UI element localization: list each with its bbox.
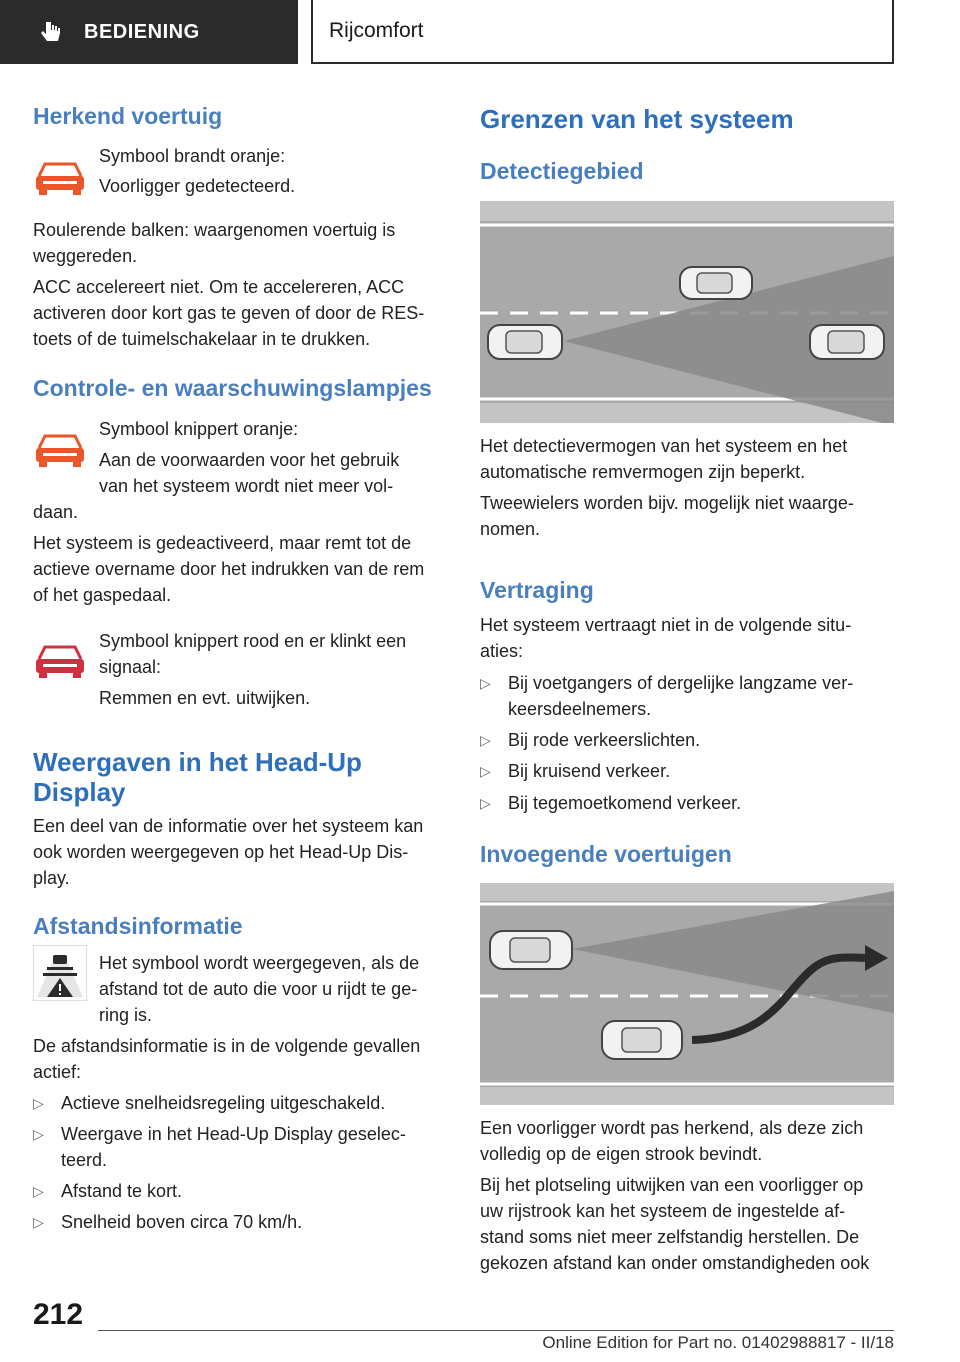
text-line: Remmen en evt. uitwijken. bbox=[99, 688, 311, 708]
text-line: Het systeem is gedeactiveerd, maar remt tot de bbox=[33, 533, 412, 553]
car-orange-icon bbox=[33, 158, 87, 198]
text-line: Symbool knippert rood en er klinkt een bbox=[99, 631, 407, 651]
text-line: Voorligger gedetecteerd. bbox=[99, 176, 296, 196]
heading-controle: Controle- en waarschuwingslampjes bbox=[33, 375, 432, 401]
footer-divider bbox=[98, 1330, 894, 1331]
car-top-view bbox=[490, 931, 572, 969]
list-item-text: Weergave in het Head-Up Display geselec- bbox=[61, 1124, 406, 1144]
triangle-bullet-icon: ▷ bbox=[480, 675, 491, 691]
text-line: actieve overname door het indrukken van de rem bbox=[33, 559, 425, 579]
heading-grenzen: Grenzen van het systeem bbox=[480, 104, 794, 134]
triangle-bullet-icon: ▷ bbox=[33, 1183, 44, 1199]
text-line: daan. bbox=[33, 502, 79, 522]
text-line: Een deel van de informatie over het systeem kan bbox=[33, 816, 424, 836]
text-line: Roulerende balken: waargenomen voertuig is bbox=[33, 220, 396, 240]
text-line: Symbool brandt oranje: bbox=[99, 146, 286, 166]
list-item-text: Afstand te kort. bbox=[61, 1181, 183, 1201]
list-item-text: Snelheid boven circa 70 km/h. bbox=[61, 1212, 303, 1232]
list-item-text: Bij kruisend verkeer. bbox=[508, 761, 671, 781]
car-top-view bbox=[488, 325, 562, 359]
list-item-text: Bij tegemoetkomend verkeer. bbox=[508, 793, 742, 813]
text-line: play. bbox=[33, 868, 70, 888]
triangle-bullet-icon: ▷ bbox=[480, 795, 491, 811]
text-line: Tweewielers worden bijv. mogelijk niet waarge- bbox=[480, 493, 854, 513]
text-line: ACC accelereert niet. Om te accelereren, ACC bbox=[33, 277, 405, 297]
heading-vertraging: Vertraging bbox=[480, 577, 594, 603]
car-top-view bbox=[810, 325, 884, 359]
merging-vehicles-illustration bbox=[480, 883, 894, 1105]
text-line: automatische remvermogen zijn beperkt. bbox=[480, 462, 806, 482]
text-line: stand soms niet meer zelfstandig herstellen. De bbox=[480, 1227, 860, 1247]
page-number: 212 bbox=[33, 1298, 84, 1331]
text-line: afstand tot de auto die voor u rijdt te ge- bbox=[99, 979, 418, 999]
text-line: actief: bbox=[33, 1062, 82, 1082]
text-line: volledig op de eigen strook bevindt. bbox=[480, 1144, 763, 1164]
list-item-text: Bij rode verkeerslichten. bbox=[508, 730, 701, 750]
text-line: Aan de voorwaarden voor het gebruik bbox=[99, 450, 400, 470]
text-line: Het detectievermogen van het systeem en het bbox=[480, 436, 848, 456]
triangle-bullet-icon: ▷ bbox=[33, 1126, 44, 1142]
list-item-text: Bij voetgangers of dergelijke langzame ver- bbox=[508, 673, 854, 693]
text-line: of het gaspedaal. bbox=[33, 585, 172, 605]
text-line: Het systeem vertraagt niet in de volgende situ- bbox=[480, 615, 852, 635]
heading-weergaven bbox=[33, 747, 362, 807]
detection-area-illustration bbox=[480, 201, 894, 423]
heading-line: Weergaven in het Head-Up bbox=[33, 747, 362, 777]
car-red-icon bbox=[33, 641, 87, 681]
list-item-text: Actieve snelheidsregeling uitgeschakeld. bbox=[61, 1093, 386, 1113]
list-item-text: teerd. bbox=[61, 1150, 108, 1170]
car-orange-icon bbox=[33, 430, 87, 470]
text-line: aties: bbox=[480, 641, 524, 661]
car-top-view bbox=[602, 1021, 682, 1059]
triangle-bullet-icon: ▷ bbox=[480, 763, 491, 779]
triangle-bullet-icon: ▷ bbox=[480, 732, 491, 748]
text-line: Het symbool wordt weergegeven, als de bbox=[99, 953, 420, 973]
text-line: ring is. bbox=[99, 1005, 153, 1025]
heading-invoegende-voertuigen: Invoegende voertuigen bbox=[480, 841, 732, 867]
heading-line: Display bbox=[33, 777, 126, 807]
chapter-title: Rijcomfort bbox=[329, 19, 424, 42]
text-line: toets of de tuimelschakelaar in te drukken. bbox=[33, 329, 371, 349]
distance-warning-icon bbox=[33, 945, 87, 1001]
heading-afstandsinformatie: Afstandsinformatie bbox=[33, 913, 243, 939]
text-line: signaal: bbox=[99, 657, 162, 677]
triangle-bullet-icon: ▷ bbox=[33, 1095, 44, 1111]
text-line: Bij het plotseling uitwijken van een voorligger op bbox=[480, 1175, 864, 1195]
text-line: gekozen afstand kan onder omstandigheden ook bbox=[480, 1253, 870, 1273]
text-line: Symbool knippert oranje: bbox=[99, 419, 299, 439]
text-line: Een voorligger wordt pas herkend, als deze zich bbox=[480, 1118, 864, 1138]
car-top-view bbox=[680, 267, 752, 299]
section-tab[interactable] bbox=[0, 0, 298, 64]
text-line: ook worden weergegeven op het Head-Up Dis- bbox=[33, 842, 409, 862]
text-line: van het systeem wordt niet meer vol- bbox=[99, 476, 394, 496]
heading-detectiegebied: Detectiegebied bbox=[480, 158, 644, 184]
section-label: BEDIENING bbox=[84, 20, 200, 43]
triangle-bullet-icon: ▷ bbox=[33, 1214, 44, 1230]
heading-herkend-voertuig: Herkend voertuig bbox=[33, 103, 223, 129]
list-item-text: keersdeelnemers. bbox=[508, 699, 652, 719]
chapter-title-box bbox=[311, 0, 894, 64]
text-line: nomen. bbox=[480, 519, 541, 539]
text-line: uw rijstrook kan het systeem de ingestelde af- bbox=[480, 1201, 846, 1221]
edition-link[interactable]: Online Edition for Part no. 01402988817 - II/18 bbox=[542, 1333, 894, 1352]
text-line: weggereden. bbox=[33, 246, 138, 266]
hand-pointer-icon bbox=[38, 19, 64, 45]
text-line: De afstandsinformatie is in de volgende gevallen bbox=[33, 1036, 421, 1056]
text-line: activeren door kort gas te geven of door de RES- bbox=[33, 303, 425, 323]
